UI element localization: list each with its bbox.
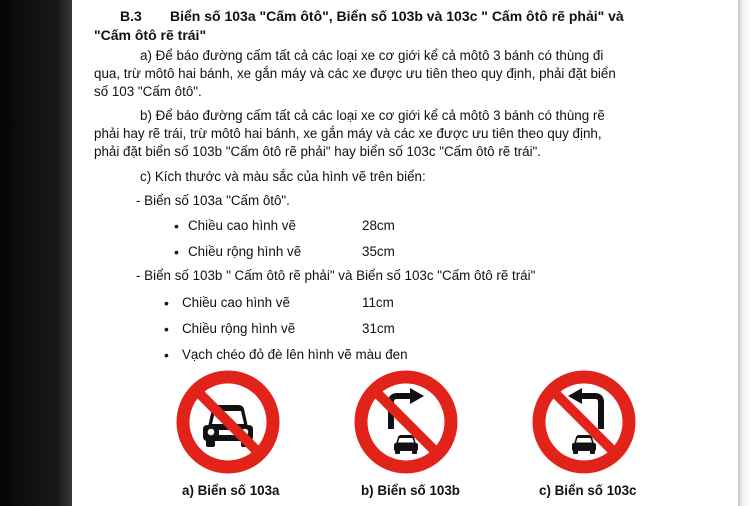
row-103a-height-label: Chiều cao hình vẽ	[188, 218, 296, 233]
caption-103b: b) Biển số 103b	[361, 483, 460, 498]
caption-103a: a) Biển số 103a	[182, 483, 280, 498]
bullet: •	[164, 321, 169, 337]
section-title-line1: Biển số 103a "Cấm ôtô", Biển số 103b và 103c " Cấm ôtô rẽ phải" và	[170, 8, 624, 24]
section-title-line2: "Cấm ôtô rẽ trái"	[94, 27, 207, 43]
paragraph-b-line2: phải hay rẽ trái, trừ môtô hai bánh, xe gắn máy và các xe được ưu tiên theo quy định,	[94, 126, 602, 141]
left-margin-shade	[0, 0, 72, 506]
paragraph-a-line3: số 103 "Cấm ôtô".	[94, 84, 202, 99]
row-103a-width-label: Chiều rộng hình vẽ	[188, 244, 302, 259]
paragraph-b	[94, 107, 714, 161]
row-103bc-height-label: Chiều cao hình vẽ	[182, 295, 290, 310]
row-103a-height-value: 28cm	[362, 218, 395, 233]
bullet: •	[174, 218, 179, 234]
paragraph-c: c) Kích thước và màu sắc của hình vẽ trên biển:	[140, 169, 426, 184]
no-cars-sign-icon	[175, 369, 281, 475]
row-103bc-width-label: Chiều rộng hình vẽ	[182, 321, 296, 336]
group-103bc-title: - Biển số 103b " Cấm ôtô rẽ phải" và Biển số 103c "Cấm ôtô rẽ trái"	[136, 268, 536, 283]
section-heading	[94, 7, 714, 45]
caption-103c: c) Biển số 103c	[539, 483, 637, 498]
bullet: •	[164, 295, 169, 311]
bullet: •	[164, 347, 169, 363]
page-edge-shadow	[738, 0, 750, 506]
paragraph-b-line1: b) Để báo đường cấm tất cả các loại xe cơ giới kể cả môtô 3 bánh có thùng rẽ	[140, 108, 605, 123]
no-left-turn-cars-sign-icon	[531, 369, 637, 475]
paragraph-b-line3: phải đặt biển số 103b "Cấm ôtô rẽ phải" hay biển số 103c "Cấm ôtô rẽ trái".	[94, 144, 542, 159]
group-103a-title: - Biển số 103a "Cấm ôtô".	[136, 193, 290, 208]
no-right-turn-cars-sign-icon	[353, 369, 459, 475]
row-103a-width-value: 35cm	[362, 244, 395, 259]
paragraph-a-line1: a) Để báo đường cấm tất cả các loại xe cơ giới kể cả môtô 3 bánh có thùng đi	[140, 48, 604, 63]
paragraph-a-line2: qua, trừ môtô hai bánh, xe gắn máy và các xe được ưu tiên theo quy định, phải đặt biển	[94, 66, 616, 81]
group-103bc-note: Vạch chéo đỏ đè lên hình vẽ màu đen	[182, 347, 408, 362]
row-103bc-width-value: 31cm	[362, 321, 395, 336]
paragraph-a	[94, 47, 714, 101]
row-103bc-height-value: 11cm	[362, 295, 394, 310]
section-number: B.3	[120, 8, 142, 24]
bullet: •	[174, 244, 179, 260]
